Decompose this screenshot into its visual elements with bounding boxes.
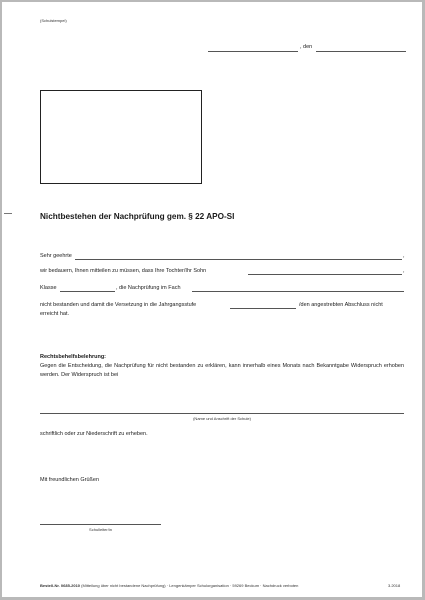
footer-order-number: Bestell-Nr. 0685-2010 [40,583,81,588]
school-stamp-label: (Schulstempel) [40,18,67,23]
footer-order-text: (Mitteilung über nicht bestandene Nachprüfung) · Lengenkämper Schulorganisation · 59269 Beckum · Nachdruck verboten [80,583,299,588]
subject-label: , die Nachprüfung im Fach [116,285,181,291]
subject-line [192,291,404,292]
comma: , [403,253,405,259]
student-name-line [248,274,402,275]
fold-mark [4,213,12,214]
body-line-3b: /den angestrebten Abschluss nicht [299,302,383,308]
date-label: , den [300,44,313,50]
body-line-1: wir bedauern, Ihnen mitteilen zu müssen, dass Ihre Tochter/Ihr Sohn [40,268,207,274]
legal-text: Gegen die Entscheidung, die Nachprüfung für nicht bestanden zu erklären, kann innerhalb eines Monats nach Bekanntgabe Widerspruch erhoben werden. Der Widerspruch ist bei [40,363,404,378]
comma: , [403,268,405,274]
signature-line [40,524,161,525]
school-address-caption: (Name und Anschrift der Schule) [193,416,251,421]
place-line [208,51,298,52]
footer-version: 3.2018 [388,583,401,588]
signature-caption: Schulleiter/in [89,527,112,532]
body-line-4: erreicht hat. [40,311,70,317]
school-address-line [40,413,404,414]
salutation: Sehr geehrte [40,253,72,259]
footer-order-info [40,583,298,588]
document-page [2,2,422,597]
closing-greeting: Mit freundlichen Grüßen [40,477,99,483]
legal-continuation: schriftlich oder zur Niederschrift zu erheben. [40,431,148,437]
address-box [40,90,202,184]
document-title: Nichtbestehen der Nachprüfung gem. § 22 APO-SI [40,212,235,221]
salutation-line [75,259,402,260]
grade-level-line [230,308,296,309]
class-label: Klasse [40,285,57,291]
body-line-3a: nicht bestanden und damit die Versetzung in die Jahrgangsstufe [40,302,197,308]
class-line [60,291,115,292]
legal-heading: Rechtsbehelfsbelehrung: [40,354,107,360]
date-line [316,51,406,52]
